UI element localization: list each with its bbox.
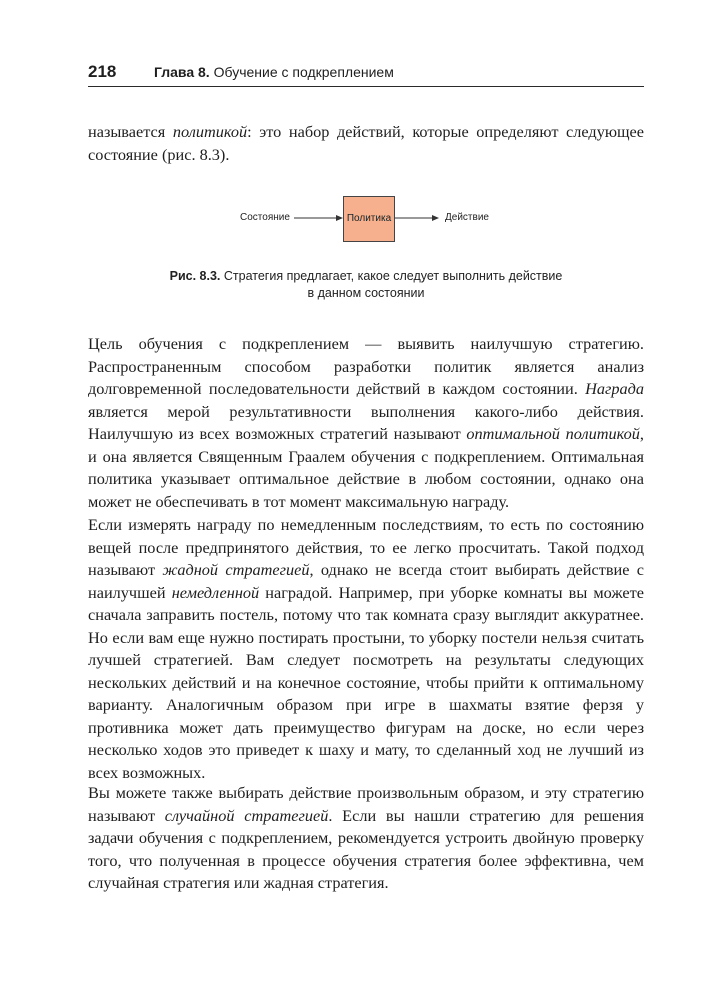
action-label: Действие: [445, 212, 489, 223]
p1-text-2: является мерой результативности выполнения какого-либо действия. Наилучшую из всех возможных стратегий называют: [88, 401, 644, 443]
p1-text-3: , и она является Священным Граалем обучения с подкреплением. Оптимальная политика указывает оптимальное действие в любом состоянии, однако она может не обеспечивать в тот момент максимальную награду.: [88, 424, 644, 511]
running-title: [154, 64, 394, 80]
intro-text-1: называется: [88, 122, 173, 141]
intro-paragraph: [88, 121, 644, 166]
p3-text-2: . Если вы нашли стратегию для решения задачи обучения с подкреплением, рекомендуется устроить двойную проверку того, что полученная в процессе обучения стратегия более эффективна, чем случайная стратегия или жадная стратегия.: [88, 805, 644, 892]
p2-text-2: , однако не всегда стоит выбирать действие с наилучшей: [88, 560, 644, 602]
page-number: 218: [88, 62, 117, 81]
p1-term-optimal-policy: оптимальной политикой: [466, 424, 640, 443]
figure-caption: [88, 268, 644, 302]
intro-text-2: : это набор действий, которые определяют следующее состояние (рис. 8.3).: [88, 122, 644, 164]
chapter-title: Обучение с подкреплением: [213, 64, 394, 80]
p2-term-greedy-strategy: жадной стратегией: [162, 560, 310, 579]
input-arrowhead: [336, 215, 343, 221]
figure-8-3: [88, 190, 644, 252]
intro-term-policy: политикой: [172, 122, 248, 141]
p2-term-immediate: немедленной: [171, 582, 260, 602]
output-arrowhead: [432, 215, 439, 221]
p3-text-1: Вы можете также выбирать действие произвольным образом, и эту стратегию называют: [88, 783, 644, 825]
paragraph-1: [88, 333, 644, 513]
p3-term-random-strategy: случайной стратегией: [164, 805, 329, 825]
p1-text-1: Цель обучения с подкреплением — выявить наилучшую стратегию. Распространенным способом разработки политик является анализ долговременной последовательности действий в каждом состоянии.: [88, 334, 644, 398]
page-header: [88, 62, 644, 87]
caption-number: Рис. 8.3.: [169, 269, 221, 283]
paragraph-3: [88, 782, 644, 895]
paragraph-2: [88, 514, 644, 784]
policy-box: Политика: [343, 196, 395, 242]
state-label: Состояние: [240, 212, 290, 223]
caption-line-2: в данном состоянии: [307, 286, 425, 300]
caption-line-1: Стратегия предлагает, какое следует выполнить действие: [220, 269, 563, 283]
chapter-label: Глава 8.: [154, 64, 210, 80]
p2-text-1: Если измерять награду по немедленным последствиям, то есть по состоянию вещей после предпринятого действия, то ее легко просчитать. Такой подход называют: [88, 515, 644, 579]
p2-text-3: наградой. Например, при уборке комнаты вы можете сначала заправить постель, потому что так комната сразу выглядит аккуратнее. Но если вам еще нужно постирать простыни, то уборку постели нельзя считать лучшей стратегией. Вам следует посмотреть на результаты следующих нескольких действий и на конечное состояние, чтобы прийти к оптимальному варианту. Аналогичным образом при игре в шахматы взятие ферзя у противника может дать преимущество фигурам на доске, но если через несколько ходов это приведет к шаху и мату, то сделанный ход не лучший из всех возможных.: [88, 582, 644, 782]
p1-term-reward: Награда: [585, 379, 644, 398]
